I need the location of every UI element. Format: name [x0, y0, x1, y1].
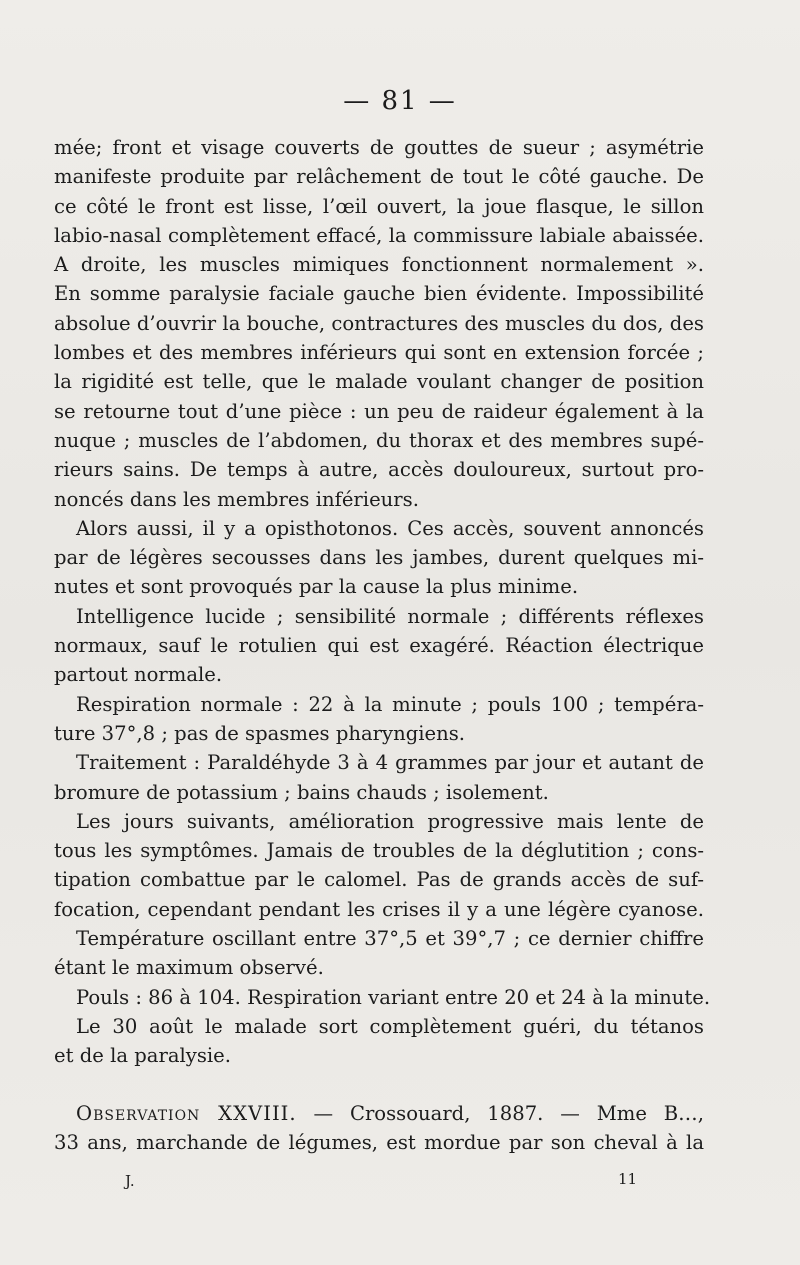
text-line: noncés dans les membres inférieurs.	[54, 487, 419, 511]
text-line: bromure de potassium ; bains chauds ; isolement.	[54, 780, 549, 804]
observation-line: 33 ans, marchande de légumes, est mordue par son cheval à la	[54, 1130, 704, 1154]
text-line: mée; front et visage couverts de gouttes de sueur ; asymétrie	[54, 136, 704, 159]
sheet-number: 11	[618, 1170, 638, 1188]
text-line: la rigidité est telle, que le malade voulant changer de position	[54, 370, 704, 394]
text-line: normaux, sauf le rotulien qui est exagéré. Réaction électrique	[54, 634, 704, 658]
page-number: — 81 —	[343, 86, 457, 116]
text-line: En somme paralysie faciale gauche bien évidente. Impossibilité	[54, 282, 704, 306]
text-line: absolue d’ouvrir la bouche, contractures des muscles du dos, des	[54, 311, 704, 335]
text-line: Intelligence lucide ; sensibilité normale ; différents réflexes	[76, 604, 704, 628]
text-line: tous les symptômes. Jamais de troubles de la déglutition ; cons-	[54, 839, 704, 863]
text-line: ce côté le front est lisse, l’œil ouvert, la joue flasque, le sillon	[54, 194, 704, 218]
text-line: A droite, les muscles mimiques fonctionnent normalement ».	[54, 253, 704, 277]
signature-mark: J.	[125, 1172, 135, 1190]
text-line: nuque ; muscles de l’abdomen, du thorax et des membres supé-	[54, 428, 704, 452]
text-line: partout normale.	[54, 663, 223, 687]
text-line: lombes et des membres inférieurs qui sont en extension forcée ;	[54, 341, 704, 365]
text-line: Le 30 août le malade sort complètement guéri, du tétanos	[76, 1014, 704, 1038]
observation-heading-line	[54, 1099, 704, 1128]
text-line: rieurs sains. De temps à autre, accès douloureux, surtout pro-	[54, 458, 704, 482]
text-line: par de légères secousses dans les jambes, durent quelques mi-	[54, 546, 704, 570]
text-line: tipation combattue par le calomel. Pas de grands accès de suf-	[54, 868, 704, 892]
paragraph-lines	[54, 133, 711, 1071]
body-text	[54, 133, 711, 1157]
text-line: ture 37°,8 ; pas de spasmes pharyngiens.	[54, 721, 466, 745]
text-line: étant le maximum observé.	[54, 956, 324, 980]
text-line: Température oscillant entre 37°,5 et 39°,7 ; ce dernier chiffre	[76, 927, 704, 951]
text-line: Pouls : 86 à 104. Respiration variant entre 20 et 24 à la minute.	[76, 985, 711, 1009]
text-line: Traitement : Paraldéhyde 3 à 4 grammes par jour et autant de	[76, 751, 704, 775]
text-line: Les jours suivants, amélioration progressive mais lente de	[76, 809, 704, 833]
observation-heading-rest: — Crossouard, 1887. — Mme B…,	[296, 1101, 705, 1125]
text-line: Alors aussi, il y a opisthotonos. Ces accès, souvent annoncés	[76, 516, 704, 540]
text-line: manifeste produite par relâchement de tout le côté gauche. De	[54, 165, 704, 189]
text-line: focation, cependant pendant les crises il y a une légère cyanose.	[54, 897, 704, 921]
text-line: labio-nasal complètement effacé, la commissure labiale abaissée.	[54, 223, 704, 247]
text-line: Respiration normale : 22 à la minute ; pouls 100 ; tempéra-	[76, 692, 704, 716]
text-line: et de la paralysie.	[54, 1044, 231, 1068]
observation-label: Observation XXVIII.	[76, 1101, 297, 1125]
section-gap	[54, 1071, 704, 1099]
text-line: nutes et sont provoqués par la cause la plus minime.	[54, 575, 579, 599]
text-line: se retourne tout d’une pièce : un peu de raideur également à la	[54, 399, 704, 423]
